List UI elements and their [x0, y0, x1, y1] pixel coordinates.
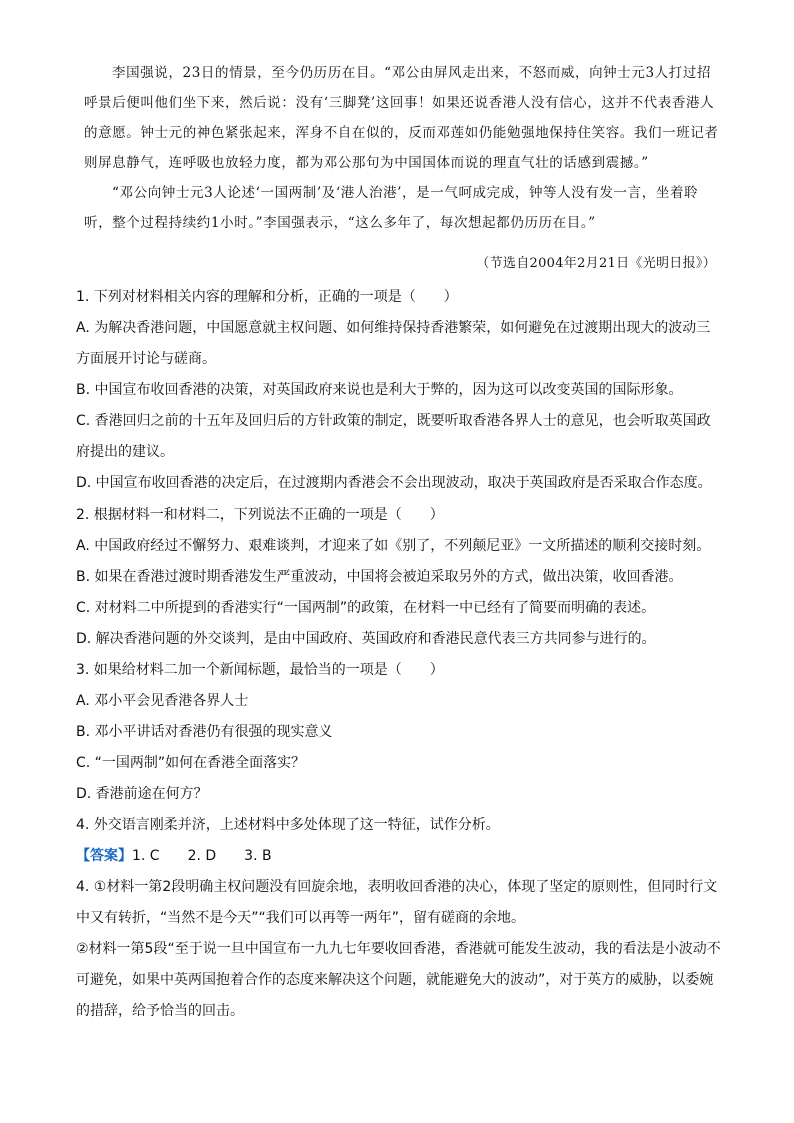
- question-3-option-d: D. 香港前途在何方？: [76, 786, 208, 802]
- question-1-option-a: A. 为解决香港问题，中国愿意就主权问题、如何维持保持香港繁荣，如何避免在过渡期出现大的波动三方面展开讨论与磋商。: [76, 320, 711, 367]
- answer-choices-line: [76, 841, 722, 872]
- question-2-option-d: D. 解决香港问题的外交谈判，是由中国政府、英国政府和香港民意代表三方共同参与进行的。: [76, 631, 656, 647]
- question-1: [76, 282, 722, 499]
- question-1-stem: 1. 下列对材料相关内容的理解和分析，正确的一项是（ ）: [76, 289, 458, 305]
- passage-source: （节选自2004年2月21日《光明日报》）: [476, 256, 716, 271]
- question-3-option-b: B. 邓小平讲话对香港仍有很强的现实意义: [76, 724, 333, 740]
- question-2-option-b: B. 如果在香港过渡时期香港发生严重波动，中国将会被迫采取另外的方式，做出决策，收回香港。: [76, 569, 683, 585]
- passage-paragraph-1: 李国强说，23日的情景，至今仍历历在目。“邓公由屏风走出来，不怒而威，向钟士元3人打过招呼景后便叫他们坐下来，然后说：没有‘三脚凳’这回事！如果还说香港人没有信心，这并不代表香港人的意愿。钟士元的神色紧张起来，浑身不自在似的，反而邓莲如仍能勉强地保持住笑容。我们一班记者则屏息静气，连呼吸也放轻力度，都为邓公那句为中国国体而说的理直气壮的话感到震撼。”: [84, 65, 719, 171]
- question-2-stem: 2. 根据材料一和材料二，下列说法不正确的一项是（ ）: [76, 507, 444, 523]
- question-1-option-c: C. 香港回归之前的十五年及回归后的方针政策的制定，既要听取香港各界人士的意见，也会听取英国政府提出的建议。: [76, 413, 711, 460]
- question-1-option-b: B. 中国宣布收回香港的决策，对英国政府来说也是利大于弊的，因为这可以改变英国的国际形象。: [76, 382, 683, 398]
- question-4-stem: 4. 外交语言刚柔并济，上述材料中多处体现了这一特征，试作分析。: [76, 817, 500, 833]
- question-2-option-c: C. 对材料二中所提到的香港实行“一国两制”的政策，在材料一中已经有了简要而明确的表述。: [76, 600, 656, 616]
- question-3-stem: 3. 如果给材料二加一个新闻标题，最恰当的一项是（ ）: [76, 662, 444, 678]
- question-3: [76, 655, 722, 810]
- answer-choices: 1. C 2. D 3. B: [132, 848, 272, 864]
- answer-4-point-1: 4. ①材料一第2段明确主权问题没有回旋余地，表明收回香港的决心，体现了坚定的原则性，但同时行文中又有转折，“当然不是今天”“我们可以再等一两年”，留有磋商的余地。: [76, 879, 718, 926]
- passage-paragraph-2: “邓公向钟士元3人论述‘一国两制’及‘港人治港’，是一气呵成完成，钟等人没有发一言，坐着聆听，整个过程持续约1小时。”李国强表示，“这么多年了，每次想起都仍历历在目。”: [84, 185, 699, 231]
- question-3-option-c: C. “一国两制”如何在香港全面落实？: [76, 755, 306, 771]
- answer-4-point-2: ②材料一第5段“至于说一旦中国宣布一九九七年要收回香港，香港就可能发生波动，我的看法是小波动不可避免，如果中英两国抱着合作的态度来解决这个问题，就能避免大的波动”，对于英方的威胁，以委婉的措辞，给予恰当的回击。: [76, 941, 721, 1019]
- answer-section: [76, 841, 722, 1027]
- passage-excerpt: [84, 58, 720, 238]
- question-2: [76, 500, 722, 655]
- question-3-option-a: A. 邓小平会见香港各界人士: [76, 693, 249, 709]
- question-2-option-a: A. 中国政府经过不懈努力、艰难谈判，才迎来了如《别了，不列颠尼亚》一文所描述的顺利交接时刻。: [76, 538, 711, 554]
- question-4: [76, 810, 722, 841]
- answer-label: 【答案】: [76, 848, 132, 864]
- question-1-option-d: D. 中国宣布收回香港的决定后，在过渡期内香港会不会出现波动，取决于英国政府是否采取合作态度。: [76, 475, 712, 491]
